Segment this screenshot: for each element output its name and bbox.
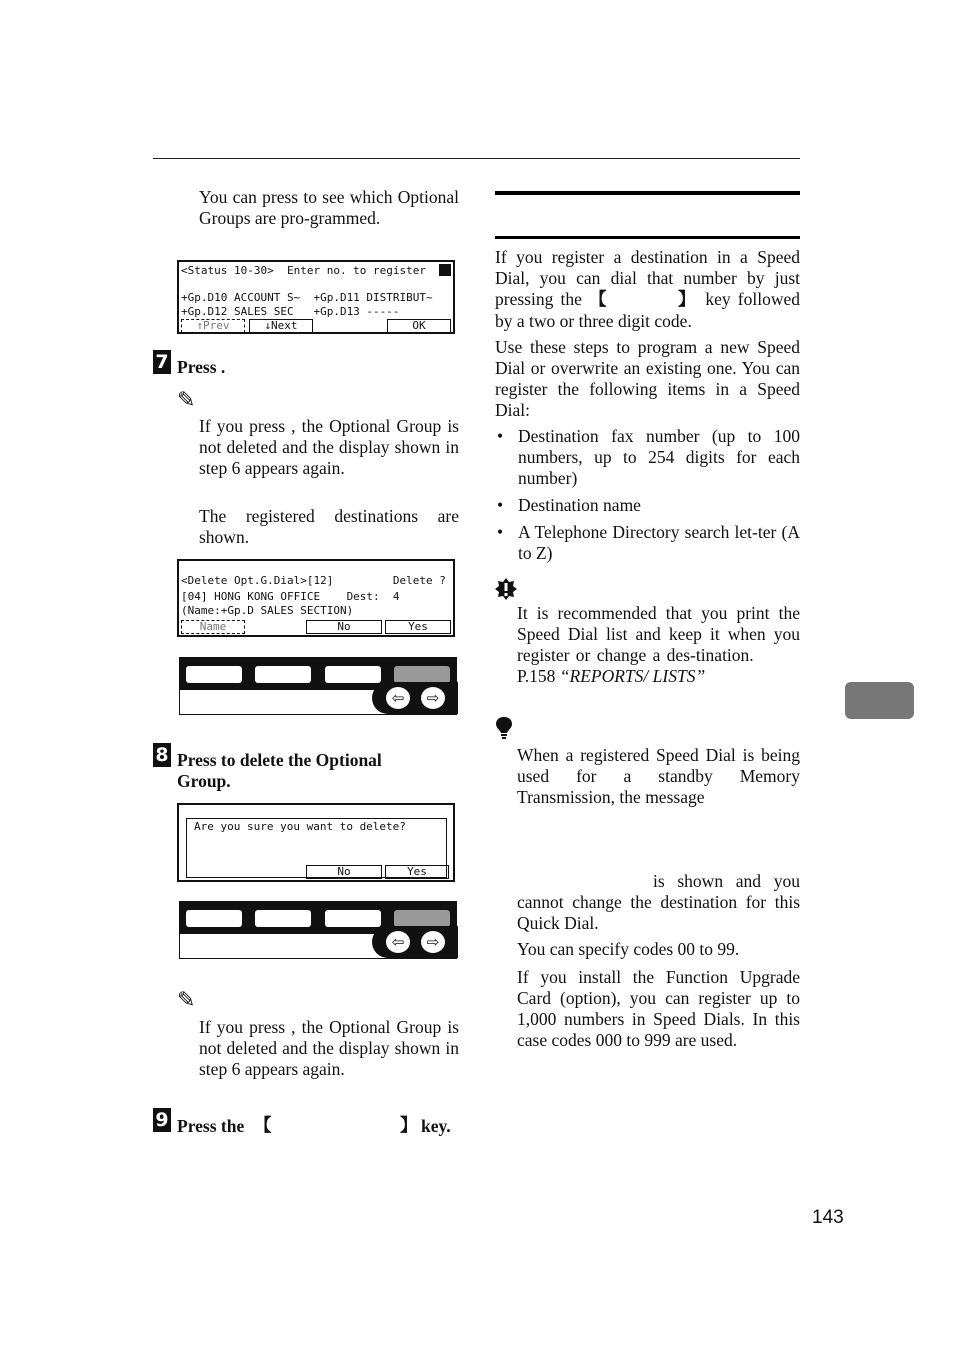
lcd-no-button[interactable]: No [306,620,382,634]
page-number: 143 [812,1207,844,1228]
intro-paragraph [495,247,800,332]
lcd-next-button[interactable]: ↓Next [249,319,313,333]
lcd-book-icon [439,264,451,276]
arrow-key-pod [372,926,458,958]
pencil-icon: ✎ [177,388,196,413]
function-key-4[interactable] [394,666,450,683]
pencil-icon: ✎ [177,988,196,1013]
lcd-status-display [177,260,455,334]
function-key-3[interactable] [325,910,381,927]
note-1-paragraph-2: The registered destinations are shown. [199,506,459,547]
lcd-row-2: [04] HONG KONG OFFICE Dest: 4 [181,590,400,603]
function-key-2[interactable] [255,666,311,683]
intro-text: You can press to see which Optional Groups are pro-grammed. [199,187,459,228]
lcd-yes-button[interactable]: Yes [385,620,451,634]
right-arrow-icon[interactable]: ⇨ [421,931,445,953]
important-reference-page: P.158 [517,666,556,686]
step-9-text-b: key. [421,1116,451,1136]
lcd-row-1: <Delete Opt.G.Dial>[12] Delete ? [181,574,446,587]
lcd-prev-button[interactable]: ↑Prev [181,319,245,333]
intro-paragraph-part-b: key followed by a two or three digit code. [495,289,801,331]
step-9-open-bracket: 【 [254,1116,272,1136]
intro-paragraph-part-a: If you register a destination in a Speed Dial, you can dial that number by just pressing the [495,247,800,309]
step-8-number: 8 [153,743,171,767]
important-text: It is recommended that you print the Speed Dial list and keep it when you register or change a des-tination. [517,603,800,665]
function-key-panel-2 [179,901,457,959]
important-note [517,603,800,687]
lcd-no-button[interactable]: No [306,865,382,879]
limitation-paragraph-1: When a registered Speed Dial is being used for a standby Memory Transmission, the message [517,745,800,807]
function-key-1[interactable] [186,666,242,683]
section-heading-rule-top [495,191,800,195]
note-1-paragraph-1: If you press , the Optional Group is not deleted and the display shown in step 6 appears again. [199,416,459,478]
lcd-confirm-display [177,803,455,882]
step-8-text-b: Group. [177,771,231,791]
left-arrow-icon[interactable]: ⇦ [386,931,410,953]
left-arrow-icon[interactable]: ⇦ [386,687,410,709]
step-8-text-a: Press to delete the Optional [177,750,382,770]
lcd-row-3: (Name:+Gp.D SALES SECTION) [181,604,354,617]
function-key-2[interactable] [255,910,311,927]
function-key-1[interactable] [186,910,242,927]
list-item: • Destination name [497,495,641,515]
function-key-panel [179,657,457,715]
chapter-tab [845,682,914,719]
limitation-paragraph-1b: is shown and you cannot change the destination for this Quick Dial. [517,871,800,933]
lcd-yes-button[interactable]: Yes [385,865,449,879]
lcd-confirm-question: Are you sure you want to delete? [194,820,406,833]
function-key-3[interactable] [325,666,381,683]
intro-close-bracket: 】 [675,290,699,310]
function-key-4[interactable] [394,910,450,927]
lcd-row-2: +Gp.D10 ACCOUNT S~ +Gp.D11 DISTRIBUT~ [181,291,433,304]
note-2-paragraph-1: If you press , the Optional Group is not deleted and the display shown in step 6 appears again. [199,1017,459,1079]
step-7-number: 7 [153,350,171,374]
important-icon [495,578,517,600]
lcd-ok-button[interactable]: OK [387,319,451,333]
lcd-row-3: +Gp.D12 SALES SEC +Gp.D13 ----- [181,305,400,318]
lcd-row-1: <Status 10-30> Enter no. to register [181,264,427,277]
lcd-name-button[interactable]: Name [181,620,245,634]
right-arrow-icon[interactable]: ⇨ [421,687,445,709]
step-9-number: 9 [153,1108,171,1132]
limitation-icon [495,716,513,740]
section-heading-rule-bottom [495,236,800,239]
header-rule [153,158,800,159]
important-reference-title: “REPORTS/ LISTS” [559,666,706,686]
list-item: • A Telephone Directory search let-ter (A to Z) [497,522,800,563]
intro-open-bracket: 【 [588,290,610,310]
step-9-close-bracket: 】 [400,1116,418,1136]
item-list [495,426,800,564]
limitation-paragraph-2: You can specify codes 00 to 99. [517,939,740,959]
step-7-text: Press . [177,357,226,377]
step-9-text-a: Press the [177,1116,245,1136]
steps-paragraph: Use these steps to program a new Speed Dial or overwrite an existing one. You can register the following items in a Speed Dial: [495,337,800,420]
lcd-delete-display [177,559,455,637]
arrow-key-pod [372,682,458,714]
list-item: • Destination fax number (up to 100 numbers, up to 254 digits for each number) [497,426,800,488]
limitation-paragraph-3: If you install the Function Upgrade Card (option), you can register up to 1,000 numbers in Speed Dials. In this case codes 000 to 999 are used. [517,967,800,1050]
